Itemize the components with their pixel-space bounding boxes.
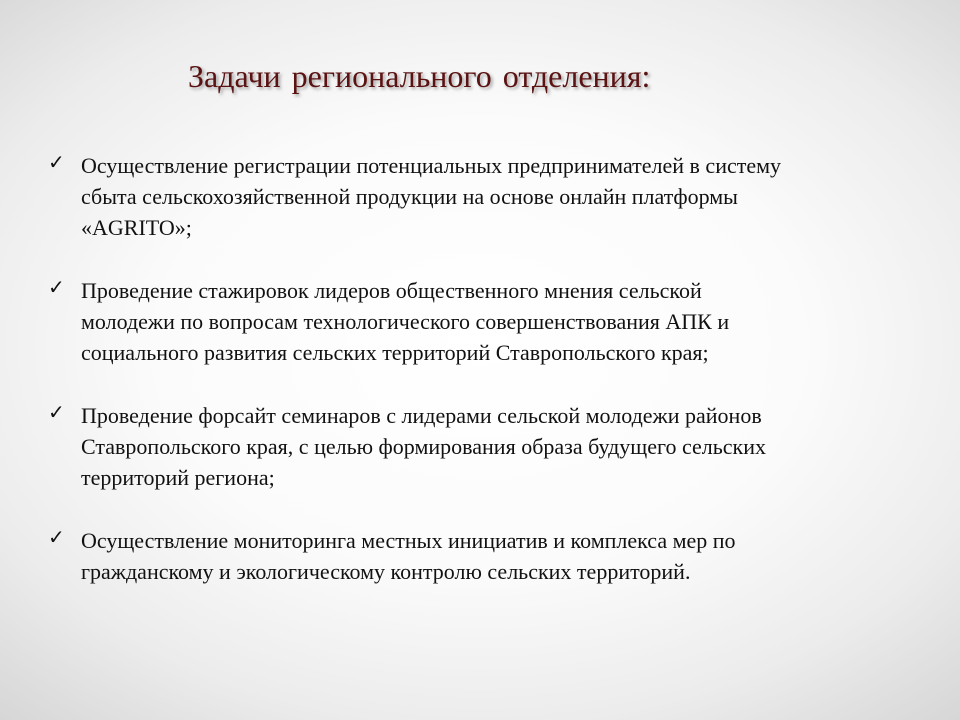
task-text-line: гражданскому и экологическому контролю сельских территорий. — [81, 559, 691, 584]
check-icon: ✓ — [48, 402, 65, 424]
task-text-line: сбыта сельскохозяйственной продукции на основе онлайн платформы — [81, 184, 738, 209]
task-text-line: Осуществление мониторинга местных инициатив и комплекса мер по — [81, 528, 736, 553]
task-text-line: социального развития сельских территорий Ставропольского края; — [81, 340, 709, 365]
list-item — [48, 150, 938, 243]
task-text-line: «AGRITO»; — [81, 215, 192, 240]
slide-title: Задачи регионального отделения: — [188, 58, 651, 94]
check-icon: ✓ — [48, 527, 65, 549]
task-list — [48, 150, 938, 619]
task-text-line: Осуществление регистрации потенциальных предпринимателей в систему — [81, 153, 782, 178]
list-item — [48, 400, 938, 493]
task-text-line: молодежи по вопросам технологического совершенствования АПК и — [81, 309, 730, 334]
task-text-line: Проведение форсайт семинаров с лидерами сельской молодежи районов — [81, 403, 762, 428]
check-icon: ✓ — [48, 152, 65, 174]
task-text-line: Ставропольского края, с целью формирования образа будущего сельских — [81, 434, 766, 459]
check-icon: ✓ — [48, 277, 65, 299]
list-item — [48, 275, 938, 368]
task-text-line: территорий региона; — [81, 465, 275, 490]
list-item — [48, 525, 938, 587]
task-text-line: Проведение стажировок лидеров общественного мнения сельской — [81, 278, 702, 303]
